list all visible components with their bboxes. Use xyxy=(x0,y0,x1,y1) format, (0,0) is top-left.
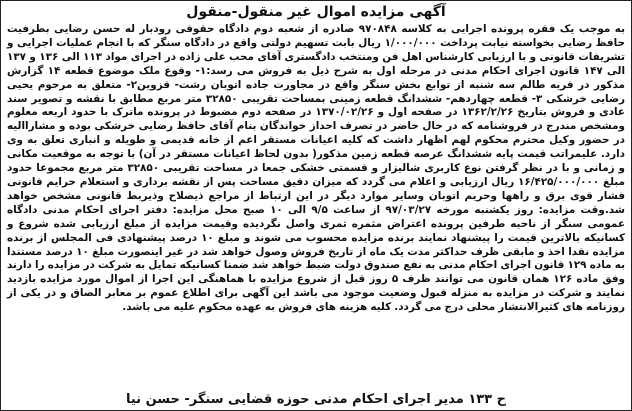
notice-body-text: به موجب یک فقره پرونده اجرایی به کلاسه ۹۷۰۸۴۸ صادره از شعبه دوم دادگاه حقوقی رودبار له حسن رضایی بطرفیت حافظ رضایی بخواسته نیابت پرداخت ۱/۰۰۰/۰۰۰ ریال بابت تسهیم دولتی واقع در دادگاه سنگر که با انجام عملیات اجرایی و تشریفات قانونی و با ارزیابی کارشناس اهل فن ومنتخب دادگستری آقای محب علی زاده در اجرای مواد ۱۱۳ الی ۱۳۶ و ۱۳۷ الی ۱۴۷ قانون اجرای احکام مدنی در مرحله اول به شرح ذیل به فروش می رسد:۱- وقوع ملک موضوع قطعه ۱۴ گزارش مذکور در قریه طالم سه شنبه از توابع بخش سنگر واقع در مجاورت جاده اتوبان رشت- قزوین۲- متعلق به مرحوم یحیی رضایی خرشکی ۳- قطعه چهاردهم- ششدانگ قطعه زمینی بمساحت تقریبی ۳۲۸۵۰ متر مربع مطابق با نقشه و تصویر سند عادی و فروش بتاریخ ۱۳۶۲/۲/۲۶ در صفحه اول و ۱۳۷۰/۰۲/۲۶ در صفحه دوم مضبوط در پرونده ماترک با حدود اربعه معلوم ومشخص مندرج در فروشنامه که در حال حاضر در تصرف احداز خواندگان بنام آقای حافظ رضایی خرشکی بوده و مشاراالیه در حضور وکیل محترم محکوم لهم اظهار داشت که کلیه اعیانات مستقر اعم از خانه قدیمی و طویله و انباری تعلق به وی دارد. علیمراتب قیمت پایه ششدانگ عرصه قطعه زمین مذکور( بدون لحاظ اعیانات مستقر در آن) با توجه به موقعیت مکانی و زمانی و با در نظر گرفتن نوع کاربری شالیزار و قسمتی خشکی جمعا در مساحت تقریبی ۳۲۸۵۰ متر مربع مجموعا حدود مبلغ ۱۶/۴۲۵/۰۰۰/۰۰۰ ریال ارزیابی و اعلام می گردد که میزان دقیق مساحت پس از نقشه برداری و استعلام حرایم قانونی فشار قوی برق و راهها وحریم اتوبان وسایر موارد دیگر در این ارتباط از مراجع ذیصلاح وذیربط قانونی مشخص خواهد شد.وقت مزایده: روز یکشنبه مورخه ۹۷/۰۳/۲۷ از ساعت ۹/۵ الی ۱۰ صبح محل مزایده: دفتر اجرای احکام مدنی دادگاه عمومی سنگر از ناحیه طرفین پرونده اعتراض مثمره ثمری واصل نگردیده وقیمت مزایده از مبلغ ارزیابی شده شروع و کسانیکه بالاترین قیمت را پیشنهاد نمایند برنده مزایده محسوب می شوند و مبلغ ۱۰ درصد پیشنهادی فی المجلس از برنده مزایده نقدا اخذ و مابقی ظرف حداکثر مدت یک ماه از تاریخ فروش وصول خواهد شد در غیر اینصورت مبلغ ۱۰ درصد مستندا به ماده ۱۲۹ قانون اجرای احکام مدنی به نفع صندوق دولت ضبط خواهد شد ضمنا کسانیکه تمایل به شرکت در مزایده را دارند وفق ماده ۱۲۶ همان قانون می توانند ظرف ۵ روز قبل از شروع مزایده با هماهنگی این اجرا از اموال مورد مزایده بازدید نمایند و شرکت در مزایده به منزله قبول وضعیت موجود می باشد این آگهی برای اطلاع عموم بر معابر الصاق و در یکی از روزنامه های کثیرالانتشار محلی درج می گردد. کلیه هزینه های فروش به عهده محکوم علیه می باشد. xyxy=(7,23,626,314)
notice-signature: ح ۱۳۳ مدیر اجرای احکام مدنی حوزه قضایی سنگر- حسن نیا xyxy=(125,392,507,407)
notice-title: آگهی مزایده اموال غیر منقول-منقول xyxy=(186,4,446,20)
notice-body xyxy=(7,23,625,315)
